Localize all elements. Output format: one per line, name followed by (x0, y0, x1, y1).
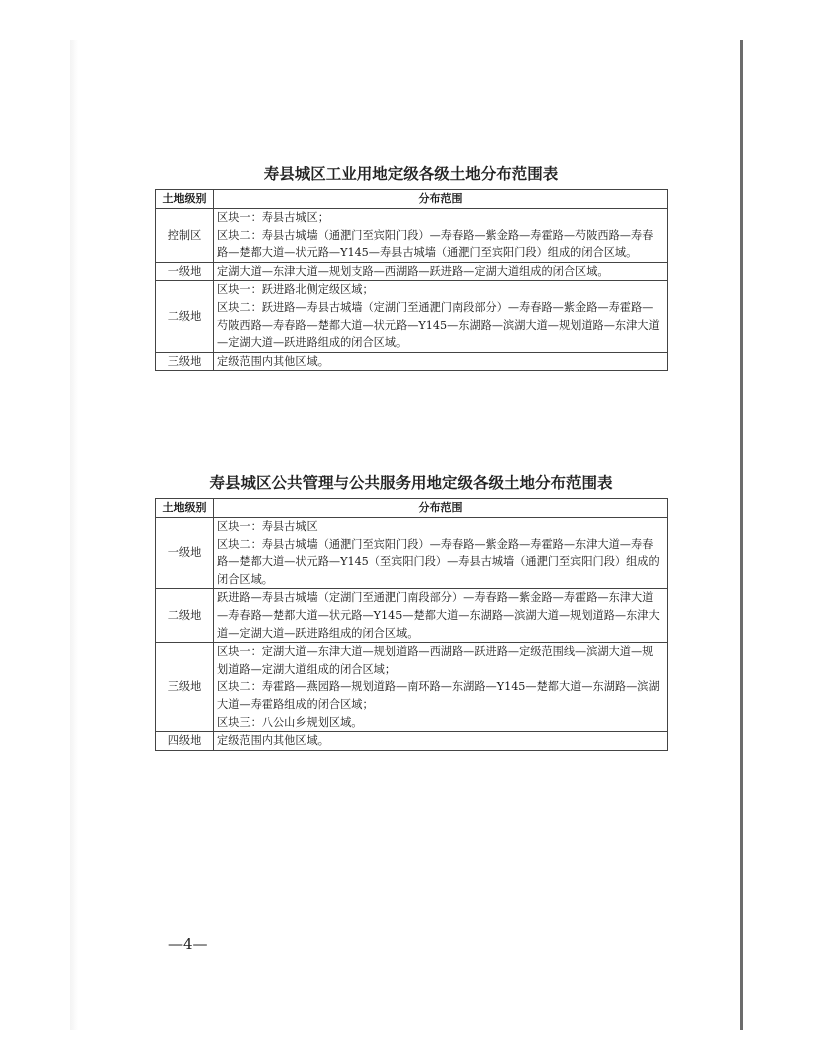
range-line: 定级范围内其他区域。 (217, 734, 329, 748)
table-row (156, 589, 668, 643)
table-row (156, 352, 668, 371)
range-line: 区块二：跃进路—寿县古城墙（定湖门至通淝门南段部分）—寿春路—紫金路—寿霍路—芍陂西路—寿春路—楚都大道—状元路—Y145—东湖路—滨湖大道—规划道路—东津大道—定湖大道—跃进路组成的闭合区域。 (217, 300, 660, 350)
table-row (156, 209, 668, 263)
range-cell (214, 281, 668, 352)
range-line: 区块二：寿县古城墙（通淝门至宾阳门段）—寿春路—紫金路—寿霍路—东津大道—寿春路—楚都大道—状元路—Y145（至宾阳门段）—寿县古城墙（通淝门至宾阳门段）组成的闭合区域。 (217, 537, 660, 586)
table-header-row (156, 499, 668, 518)
range-line: 区块一：跃进路北侧定级区域； (217, 283, 374, 297)
public-service-land-section (155, 471, 667, 751)
range-cell (214, 589, 668, 643)
table-row (156, 281, 668, 352)
range-line: 区块一：定湖大道—东津大道—规划道路—西湖路—跃进路—定级范围线—滨湖大道—规划道路—定湖大道组成的闭合区域； (217, 645, 654, 676)
range-cell (214, 209, 668, 263)
header-distribution-range: 分布范围 (214, 190, 668, 209)
range-line: 区块一：寿县古城区； (217, 211, 329, 224)
grade-cell: 四级地 (156, 732, 214, 751)
grade-cell: 三级地 (156, 352, 214, 371)
range-cell (214, 732, 668, 751)
header-distribution-range: 分布范围 (214, 499, 668, 518)
page-number: —4— (168, 935, 208, 953)
scan-shadow-left (70, 40, 78, 1030)
table-row (156, 262, 668, 281)
header-land-grade: 土地级别 (156, 190, 214, 209)
grade-cell: 控制区 (156, 209, 214, 263)
range-cell (214, 643, 668, 732)
range-cell (214, 262, 668, 281)
range-line: 区块二：寿霍路—燕园路—规划道路—南环路—东湖路—Y145—楚都大道—东湖路—滨湖大道—寿霍路组成的闭合区域； (217, 680, 660, 711)
table-header-row (156, 190, 668, 209)
range-line: 跃进路—寿县古城墙（定湖门至通淝门南段部分）—寿春路—紫金路—寿霍路—东津大道—寿春路—楚都大道—状元路—Y145—楚都大道—东湖路—滨湖大道—规划道路—东津大道—定湖大道—跃进路组成的闭合区域。 (217, 591, 660, 640)
range-cell (214, 352, 668, 371)
table-row (156, 643, 668, 732)
range-line: 定湖大道—东津大道—规划支路—西湖路—跃进路—定湖大道组成的闭合区域。 (217, 264, 609, 278)
range-line: 定级范围内其他区域。 (217, 354, 329, 368)
industrial-table-title: 寿县城区工业用地定级各级土地分布范围表 (263, 165, 559, 183)
table-row (156, 732, 668, 751)
industrial-land-section (155, 162, 667, 371)
range-line: 区块三：八公山乡规划区域。 (217, 715, 363, 729)
grade-cell: 二级地 (156, 589, 214, 643)
header-land-grade: 土地级别 (156, 499, 214, 518)
grade-cell: 一级地 (156, 518, 214, 589)
industrial-land-table (155, 189, 668, 371)
range-cell (214, 518, 668, 589)
grade-cell: 一级地 (156, 262, 214, 281)
scan-edge-right (740, 40, 743, 1030)
range-line: 区块一：寿县古城区 (217, 520, 318, 533)
grade-cell: 三级地 (156, 643, 214, 732)
grade-cell: 二级地 (156, 281, 214, 352)
public-service-table-title: 寿县城区公共管理与公共服务用地定级各级土地分布范围表 (209, 474, 613, 492)
range-line: 区块二：寿县古城墙（通淝门至宾阳门段）—寿春路—紫金路—寿霍路—芍陂西路—寿春路—楚都大道—状元路—Y145—寿县古城墙（通淝门至宾阳门段）组成的闭合区域。 (217, 228, 654, 260)
table-row (156, 518, 668, 589)
public-service-land-table (155, 498, 668, 751)
